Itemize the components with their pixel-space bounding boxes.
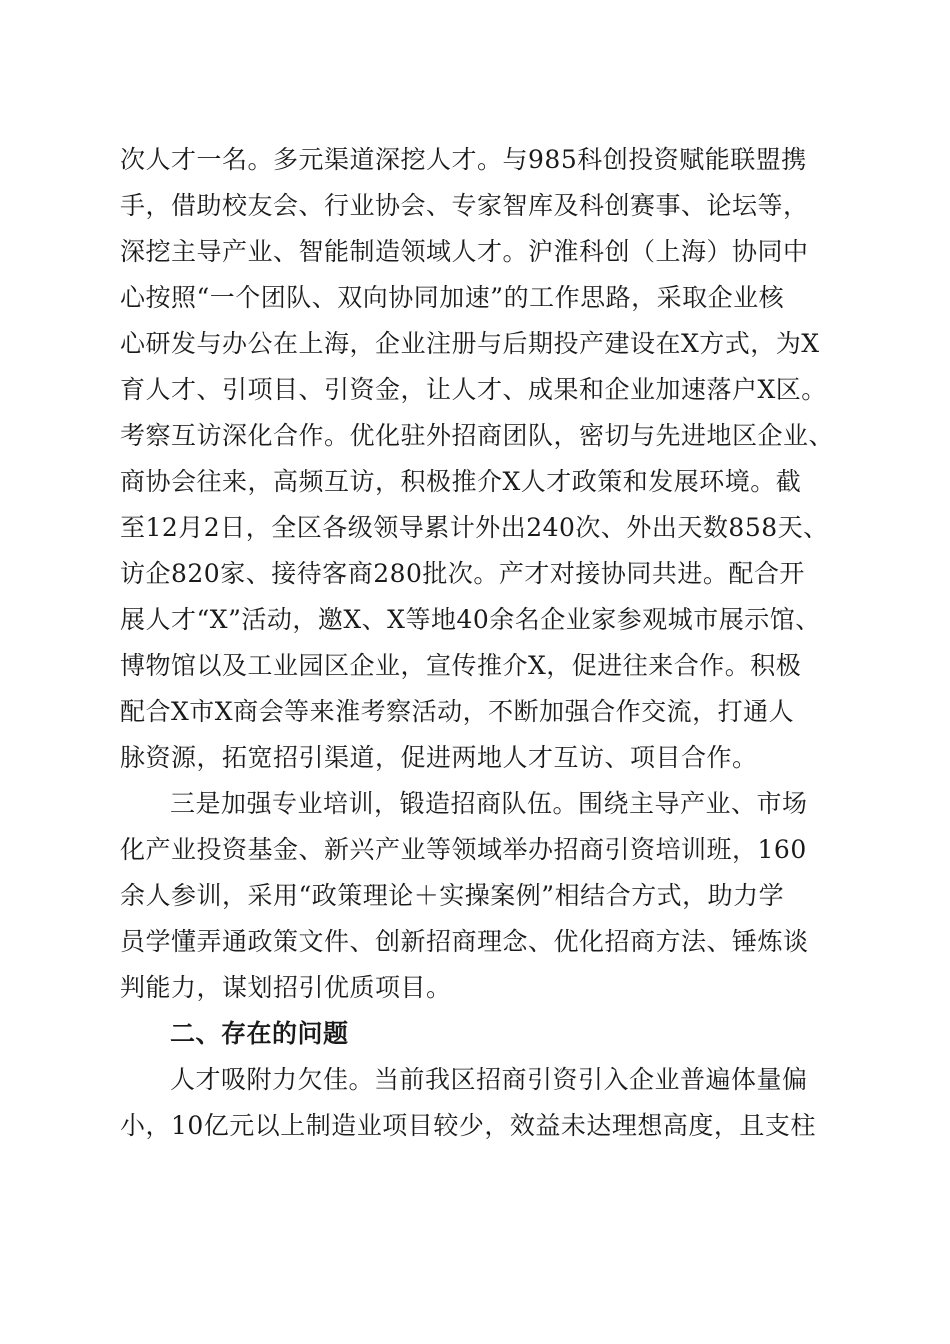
text-line: 手，借助校友会、行业协会、专家智库及科创赛事、论坛等， bbox=[120, 191, 809, 220]
text-line: 心研发与办公在上海，企业注册与后期投产建设在X方式，为X bbox=[120, 329, 820, 358]
text-line: 商协会往来，高频互访，积极推介X人才政策和发展环境。截 bbox=[120, 467, 802, 496]
text-line: 脉资源，拓宽招引渠道，促进两地人才互访、项目合作。 bbox=[120, 743, 758, 772]
text-line: 访企820家、接待客商280批次。产才对接协同共进。配合开 bbox=[120, 559, 805, 588]
text-line: 小，10亿元以上制造业项目较少，效益未达理想高度，且支柱 bbox=[120, 1111, 816, 1140]
text-line: 育人才、引项目、引资金，让人才、成果和企业加速落户X区。 bbox=[120, 375, 827, 404]
text-line: 员学懂弄通政策文件、创新招商理念、优化招商方法、锤炼谈 bbox=[120, 927, 809, 956]
paragraph-first-line: 三是加强专业培训，锻造招商队伍。围绕主导产业、市场 bbox=[170, 789, 808, 818]
text-line: 博物馆以及工业园区企业，宣传推介X，促进往来合作。积极 bbox=[120, 651, 802, 680]
section-heading: 二、存在的问题 bbox=[170, 1019, 349, 1048]
paragraph-first-line: 人才吸附力欠佳。当前我区招商引资引入企业普遍体量偏 bbox=[170, 1065, 808, 1094]
text-line: 次人才一名。多元渠道深挖人才。与985科创投资赋能联盟携 bbox=[120, 145, 807, 174]
text-line: 深挖主导产业、智能制造领域人才。沪淮科创（上海）协同中 bbox=[120, 237, 809, 266]
text-line: 化产业投资基金、新兴产业等领域举办招商引资培训班，160 bbox=[120, 835, 807, 864]
text-line: 余人参训，采用“政策理论＋实操案例”相结合方式，助力学 bbox=[120, 881, 785, 910]
text-line: 配合X市X商会等来淮考察活动，不断加强合作交流，打通人 bbox=[120, 697, 795, 726]
text-line: 至12月2日，全区各级领导累计外出240次、外出天数858天、 bbox=[120, 513, 829, 542]
text-line: 心按照“一个团队、双向协同加速”的工作思路，采取企业核 bbox=[120, 283, 785, 312]
text-line: 考察互访深化合作。优化驻外招商团队，密切与先进地区企业、 bbox=[120, 421, 835, 450]
text-line: 判能力，谋划招引优质项目。 bbox=[120, 973, 452, 1002]
text-line: 展人才“X”活动，邀X、X等地40余名企业家参观城市展示馆、 bbox=[120, 605, 821, 634]
